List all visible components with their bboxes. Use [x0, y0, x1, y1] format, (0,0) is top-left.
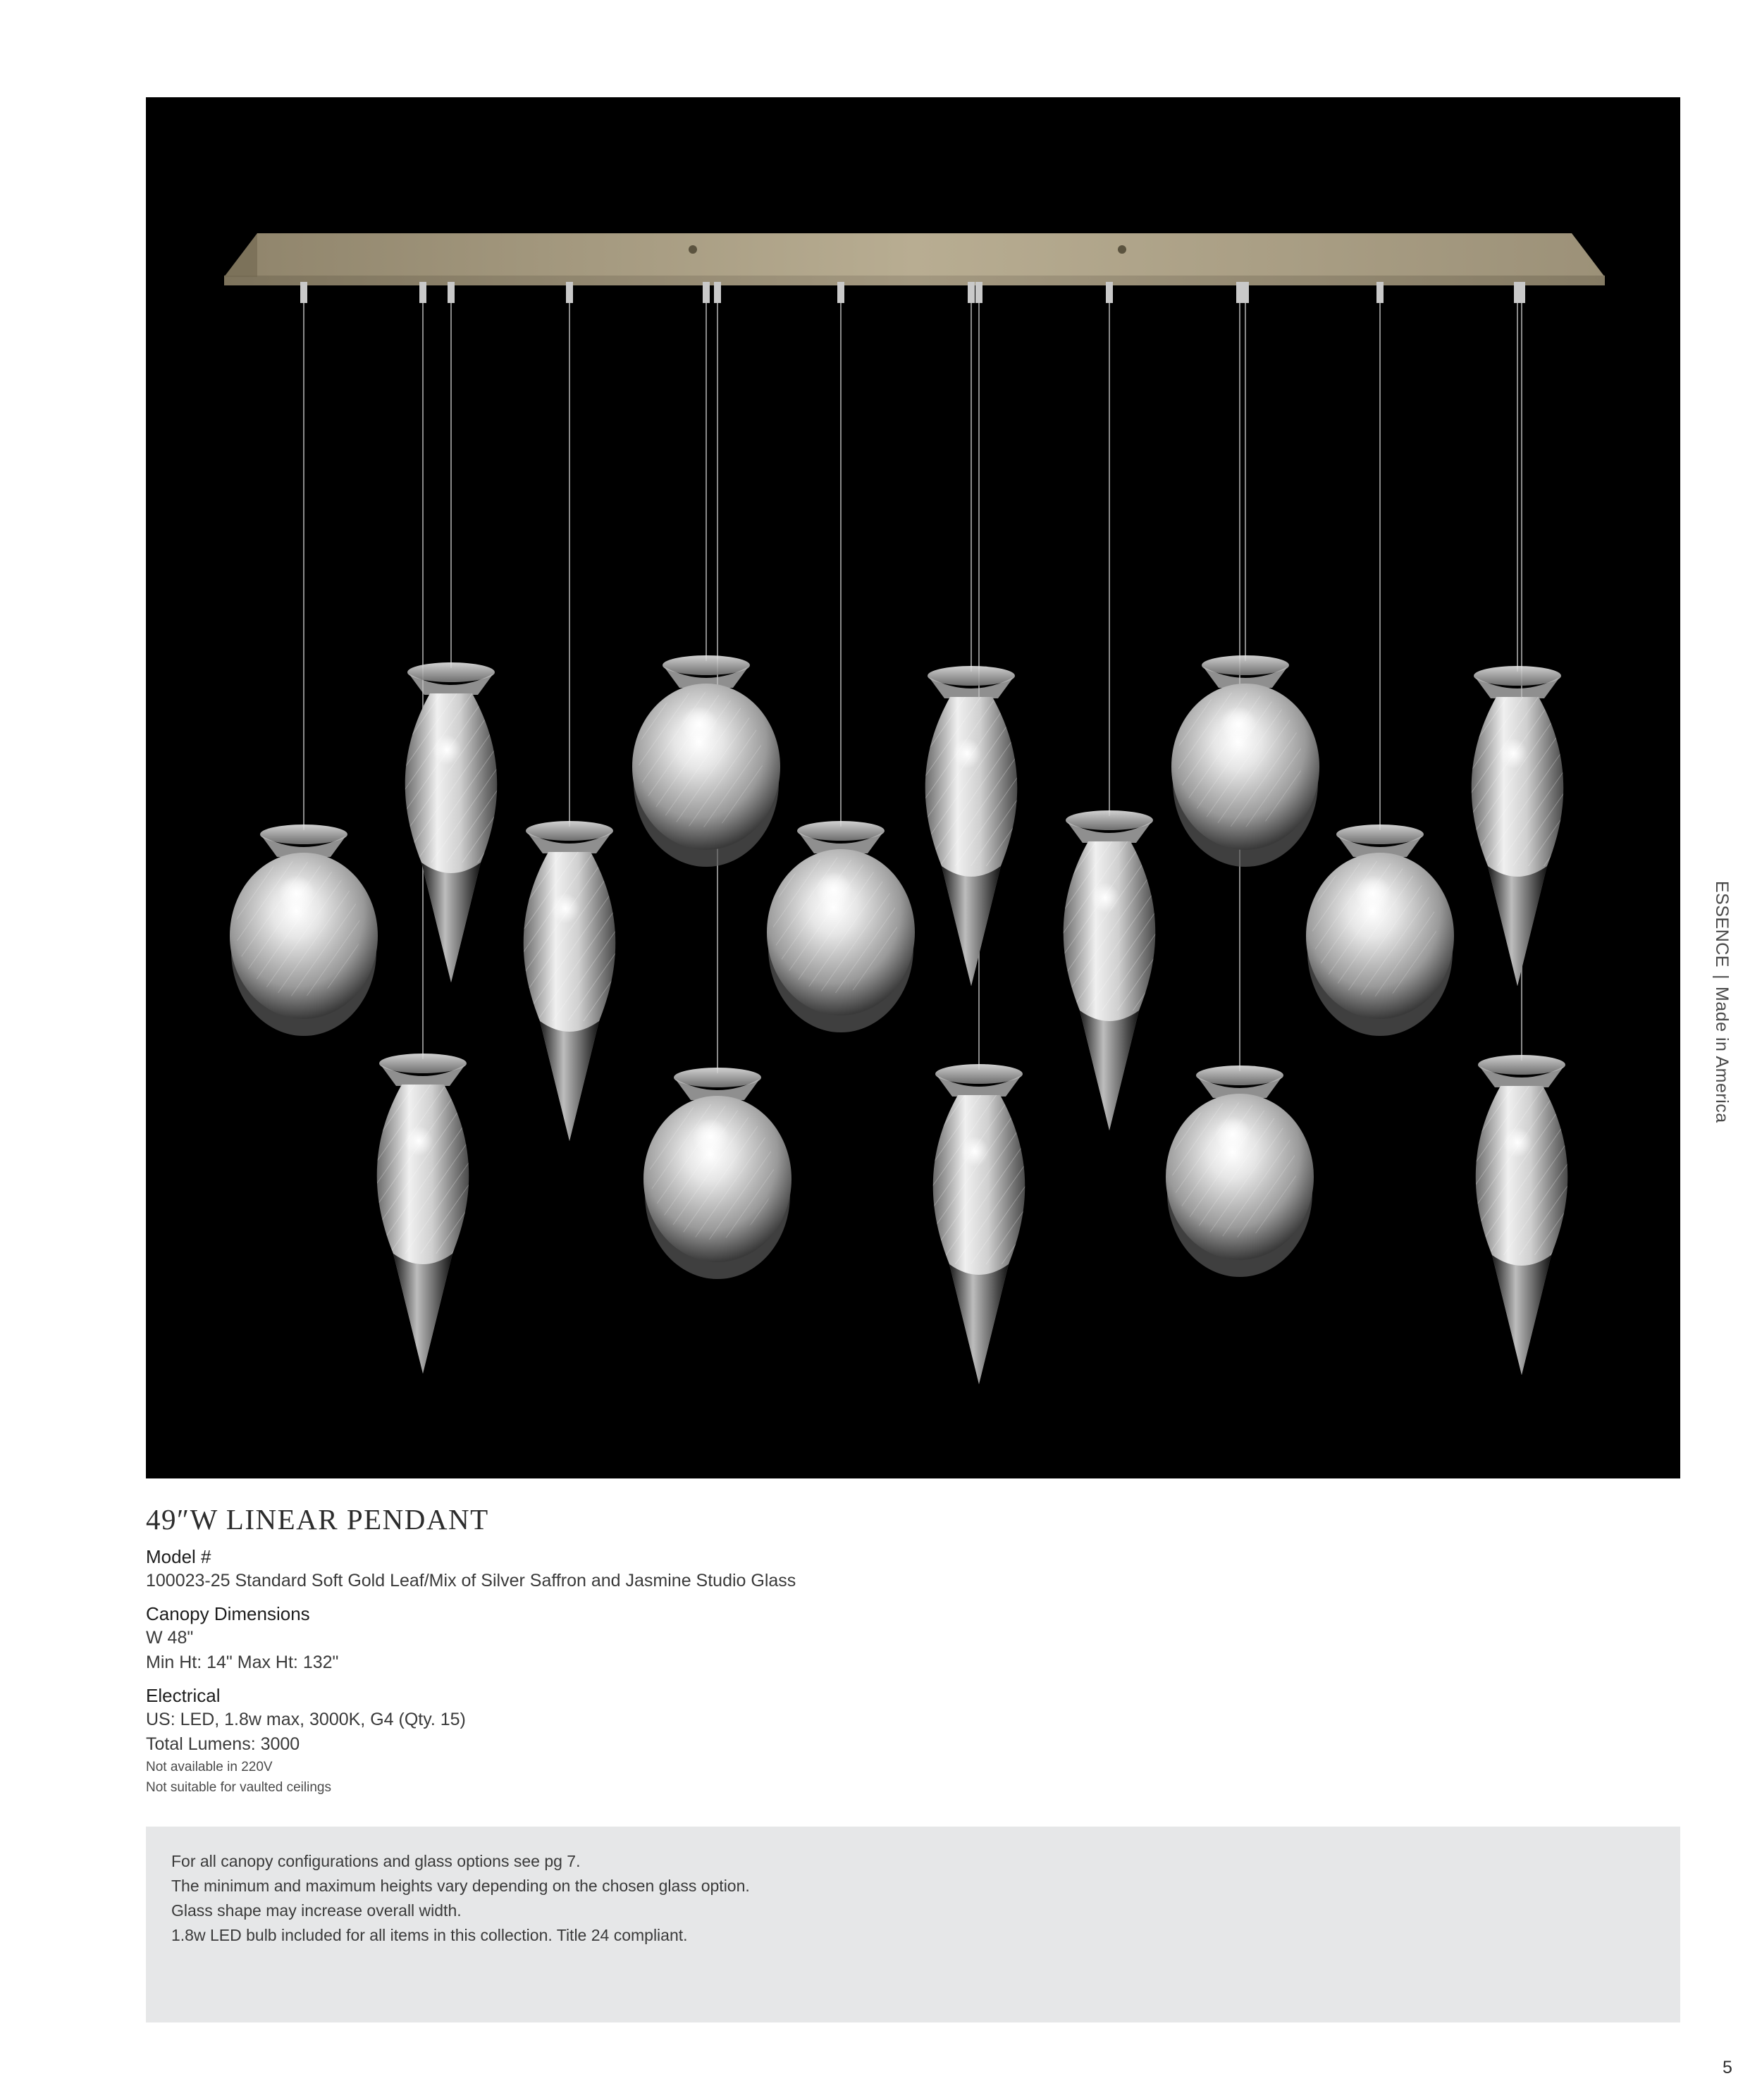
electrical-lumens: Total Lumens: 3000	[146, 1734, 300, 1754]
cord-grip	[1376, 282, 1384, 303]
origin-label: Made in America	[1712, 986, 1732, 1123]
glass-cone-shade	[1476, 1055, 1568, 1375]
electrical-note-ceiling: Not suitable for vaulted ceilings	[146, 1780, 331, 1795]
spec-block	[146, 1545, 1133, 1806]
cord-grip	[968, 282, 975, 303]
canopy-heights: Min Ht: 14" Max Ht: 132"	[146, 1653, 339, 1672]
glass-cone-shade	[377, 1054, 469, 1373]
glass-globe-shade	[1166, 1066, 1314, 1277]
cord-grip	[837, 282, 844, 303]
side-running-label	[1704, 881, 1739, 1149]
note-line: For all canopy configurations and glass options see pg 7.	[171, 1852, 581, 1870]
notes-box	[146, 1827, 1680, 2022]
model-group	[146, 1545, 1133, 1593]
glass-cone-shade	[1472, 666, 1564, 986]
canopy-heading: Canopy Dimensions	[146, 1603, 310, 1624]
label-separator: |	[1712, 974, 1732, 980]
linear-pendant-illustration	[146, 97, 1680, 1478]
cord-grip	[448, 282, 455, 303]
glass-globe-shade	[643, 1068, 791, 1279]
cord-grip	[300, 282, 307, 303]
note-line: Glass shape may increase overall width.	[171, 1901, 462, 1920]
product-title: 49″W LINEAR PENDANT	[146, 1503, 489, 1536]
canopy-top	[224, 233, 1605, 277]
cord-grip	[714, 282, 721, 303]
electrical-heading: Electrical	[146, 1685, 221, 1706]
model-heading: Model #	[146, 1546, 211, 1567]
glass-globe-shade	[1171, 655, 1319, 867]
page-number: 5	[1723, 2058, 1732, 2077]
model-value: 100023-25 Standard Soft Gold Leaf/Mix of Silver Saffron and Jasmine Studio Glass	[146, 1571, 796, 1591]
canopy-width: W 48"	[146, 1628, 194, 1648]
cord-grip	[1106, 282, 1113, 303]
cord-grip	[566, 282, 573, 303]
glass-cone-shade	[524, 821, 616, 1141]
canopy-front	[224, 276, 1605, 285]
cord-grip	[1236, 282, 1243, 303]
cord-grip	[419, 282, 426, 303]
cord-grip	[703, 282, 710, 303]
cord-grip	[975, 282, 982, 303]
electrical-note-voltage: Not available in 220V	[146, 1760, 273, 1774]
note-line: The minimum and maximum heights vary depending on the chosen glass option.	[171, 1877, 750, 1895]
glass-cone-shade	[405, 662, 498, 982]
glass-cone-shade	[925, 666, 1018, 986]
electrical-group	[146, 1684, 1133, 1798]
product-photo	[146, 97, 1680, 1478]
glass-globe-shade	[632, 655, 780, 867]
glass-globe-shade	[1306, 824, 1454, 1036]
collection-name: ESSENCE	[1712, 881, 1732, 968]
note-line: 1.8w LED bulb included for all items in this collection. Title 24 compliant.	[171, 1926, 688, 1944]
glass-globe-shade	[767, 821, 915, 1032]
cord-grip	[1518, 282, 1525, 303]
canopy-group	[146, 1602, 1133, 1675]
electrical-spec: US: LED, 1.8w max, 3000K, G4 (Qty. 15)	[146, 1710, 466, 1729]
glass-cone-shade	[933, 1064, 1025, 1384]
glass-globe-shade	[230, 824, 378, 1036]
glass-cone-shade	[1064, 810, 1156, 1130]
